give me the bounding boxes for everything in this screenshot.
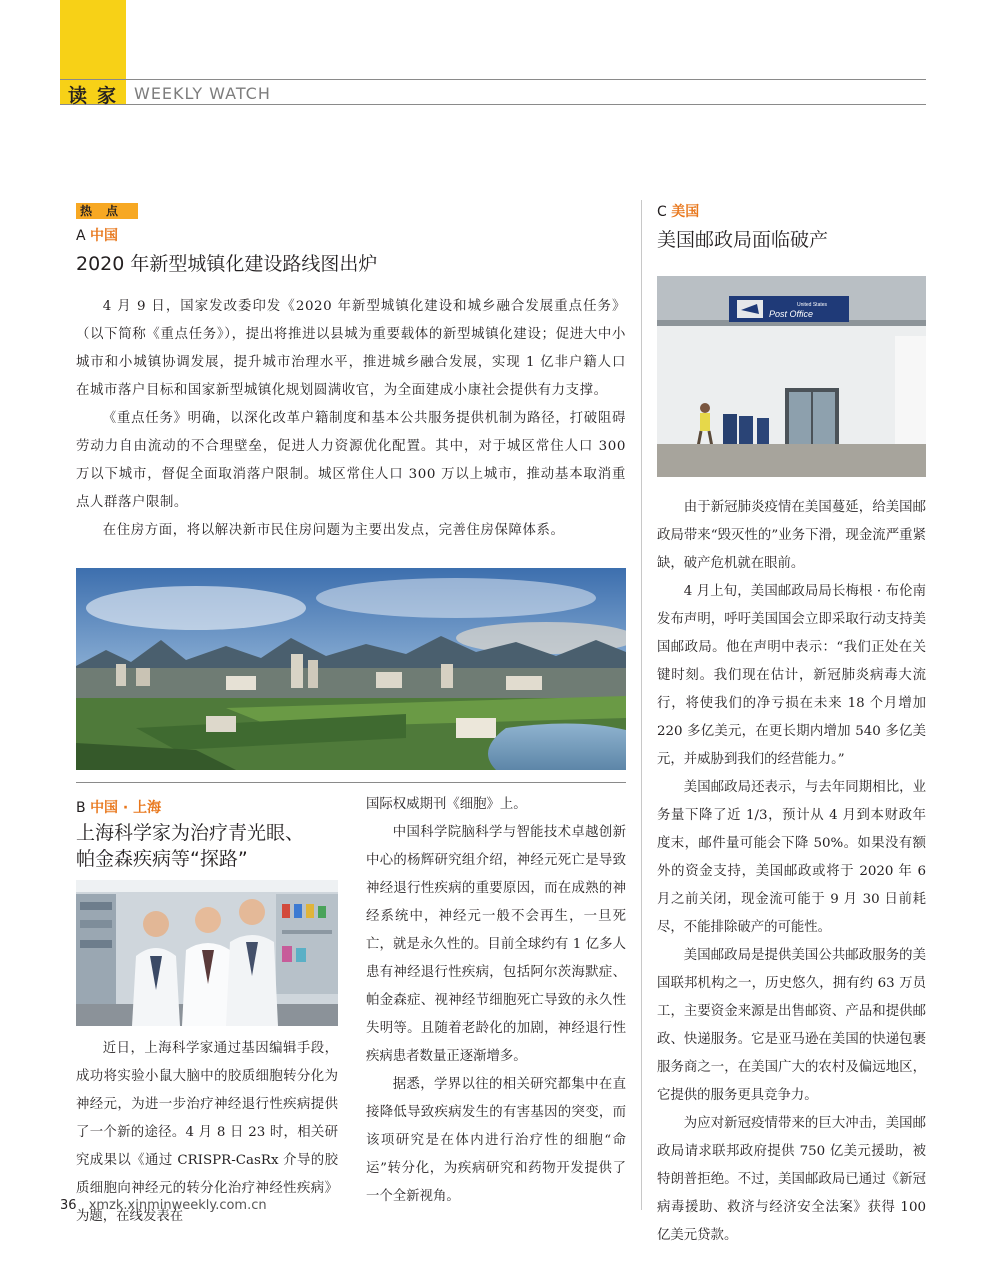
article-c-title: 美国邮政局面临破产 <box>657 229 829 251</box>
article-a-letter: A <box>76 228 86 244</box>
article-c-paragraph: 4 月上旬，美国邮政局局长梅根 · 布伦南发布声明，呼吁美国国会立即采取行动支持美国邮政局。他在声明中表示：“我们正处在关键时刻。我们现在估计，新冠肺炎病毒大流行，将使我们的净亏损在未来 18 个月增加 220 多亿美元，在更长期内增加 540 多亿美元，并威胁到我们的经营能力。” <box>657 584 926 767</box>
article-c-paragraph: 美国邮政局是提供美国公共邮政服务的美国联邦机构之一，历史悠久，拥有约 63 万员工，主要资金来源是出售邮资、产品和提供邮政、快递服务。它是亚马逊在美国的快递包裹服务商之一，在美国广大的农村及偏远地区，它提供的服务更具竞争力。 <box>657 948 926 1103</box>
post-office-sign-small: United States <box>797 302 828 308</box>
article-b-paragraph: 近日，上海科学家通过基因编辑手段，成功将实验小鼠大脑中的胶质细胞转分化为神经元，为进一步治疗神经退行性疾病提供了一个新的途径。4 月 8 日 23 时，相关研究成果以《通过 CRISPR-CasRx 介导的胶质细胞向神经元的转分化治疗神经性疾病》为题，在线发表在 <box>76 1041 338 1224</box>
footer-url[interactable]: xmzk.xinminweekly.com.cn <box>88 1198 267 1213</box>
article-b-title-line: 帕金森疾病等“探路” <box>76 848 248 870</box>
page-number: 36 <box>60 1198 77 1213</box>
article-b-continued: 国际权威期刊《细胞》上。 <box>366 797 527 812</box>
article-b-paragraph: 据悉，学界以往的相关研究都集中在直接降低导致疾病发生的有害基因的突变，而该项研究是在体内进行治疗性的细胞“命运”转分化，为疾病研究和药物开发提供了一个全新视角。 <box>366 1077 626 1204</box>
article-c-paragraph: 为应对新冠疫情带来的巨大冲击，美国邮政局请求联邦政府提供 750 亿美元援助，被特朗普拒绝。不过，美国邮政局已通过《新冠病毒援助、救济与经济安全法案》获得 100 亿美元贷款。 <box>657 1116 926 1243</box>
article-b-label <box>76 797 161 817</box>
page-footer <box>60 1198 267 1213</box>
article-a-title: 2020 年新型城镇化建设路线图出炉 <box>76 253 378 275</box>
article-a-body <box>76 293 626 545</box>
masthead-rule-bottom <box>60 104 926 105</box>
article-c-paragraph: 美国邮政局还表示，与去年同期相比，业务量下降了近 1/3，预计从 4 月到本财政年度末，邮件量可能会下降 50%。如果没有额外的资金支持，美国邮政或将于 2020 年 6 月之前关闭，现金流可能于 9 月 30 日前耗尽，不能排除破产的可能性。 <box>657 780 926 935</box>
article-a-label <box>76 225 118 245</box>
article-b-title <box>76 820 346 872</box>
lab-photo <box>76 880 338 1026</box>
post-office-sign: Post Office <box>769 309 814 319</box>
article-a-paragraph: 4 月 9 日，国家发改委印发《2020 年新型城镇化建设和城乡融合发展重点任务》（以下简称《重点任务》），提出将推进以县城为重要载体的新型城镇化建设；促进大中小城市和小城镇协调发展，提升城市治理水平，推进城乡融合发展，实现 1 亿非户籍人口在城市落户目标和国家新型城镇化规划圆满收官，为全面建成小康社会提供有力支撑。 <box>76 299 626 398</box>
section-divider <box>76 782 626 783</box>
article-a-paragraph: 在住房方面，将以解决新市民住房问题为主要出发点，完善住房保障体系。 <box>102 523 565 538</box>
cityscape-photo <box>76 568 626 770</box>
section-title: 读家 <box>68 85 127 107</box>
article-c-paragraph: 由于新冠肺炎疫情在美国蔓延，给美国邮政局带来“毁灭性的”业务下滑，现金流严重紧缺，破产危机就在眼前。 <box>657 500 926 571</box>
article-b-letter: B <box>76 800 86 816</box>
column-divider <box>641 200 642 1210</box>
article-a-location: 中国 <box>90 228 119 244</box>
article-b-title-line: 上海科学家为治疗青光眼、 <box>76 822 305 844</box>
article-b-location: 中国 · 上海 <box>90 800 162 816</box>
article-c-location: 美国 <box>671 204 700 220</box>
article-c-letter: C <box>657 204 667 220</box>
article-c-body <box>657 494 926 1250</box>
post-office-photo <box>657 276 926 477</box>
article-c-label <box>657 201 699 221</box>
masthead-rule-top <box>60 79 926 80</box>
hot-badge: 热点 <box>76 203 138 219</box>
article-b-column-2 <box>366 791 626 1211</box>
article-b-paragraph: 中国科学院脑科学与智能技术卓越创新中心的杨辉研究组介绍，神经元死亡是导致神经退行性疾病的重要原因，而在成熟的神经系统中，神经元一般不会再生，一旦死亡，就是永久性的。目前全球约有 1 亿多人患有神经退行性疾病，包括阿尔茨海默症、帕金森症、视神经节细胞死亡导致的永久性失明等。且随着老龄化的加剧，神经退行性疾病患者数量正逐渐增多。 <box>366 825 626 1064</box>
article-a-paragraph: 《重点任务》明确，以深化改革户籍制度和基本公共服务提供机制为路径，打破阻碍劳动力自由流动的不合理壁垒，促进人力资源优化配置。其中，对于城区常住人口 300 万以下城市，督促全面取消落户限制。城区常住人口 300 万以上城市，推动基本取消重点人群落户限制。 <box>76 411 626 510</box>
section-subtitle: WEEKLY WATCH <box>134 84 271 103</box>
